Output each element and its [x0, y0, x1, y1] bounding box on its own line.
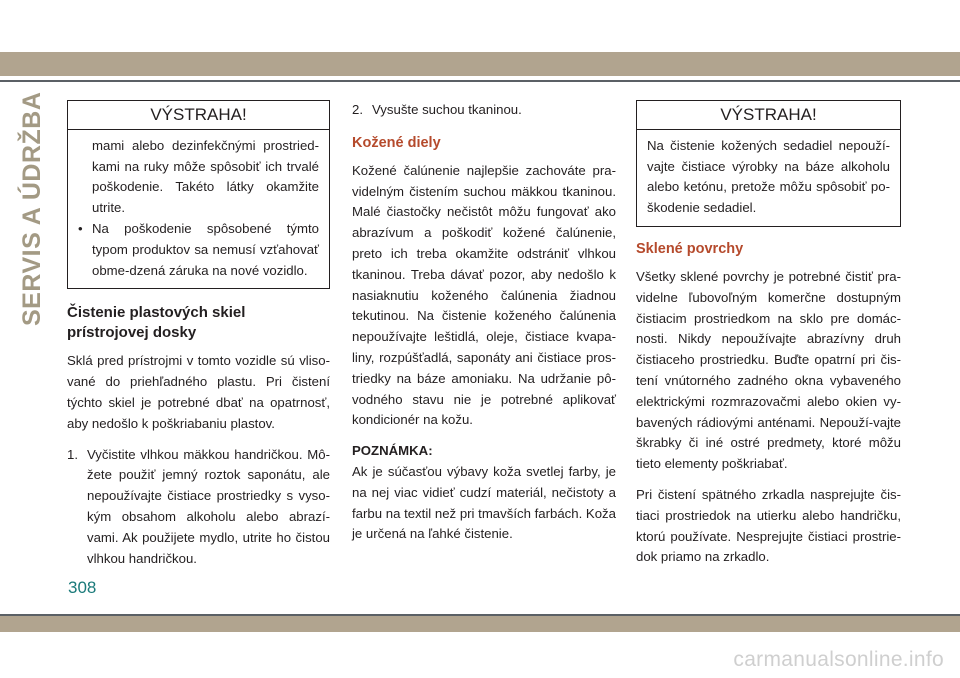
step-1 [67, 445, 330, 570]
warning-box-leather [636, 100, 901, 227]
warning-continued-text: mami alebo dezinfekčnými prostried-kami na ruky môže spôsobiť ich trvalé poškodenie. Takéto látky okamžite utrite. [92, 137, 319, 216]
page-number: 308 [68, 578, 97, 597]
section-heading-plastic-glass: Čistenie plastových skiel prístrojovej dosky [67, 304, 246, 342]
step-1-number: 1. [67, 446, 78, 462]
warning-bullet-text: Na poškodenie spôsobené týmto typom produktov sa nemusí vzťahovať obme-dzená záruka na nové vozidlo. [92, 220, 319, 278]
plastic-glass-paragraph: Sklá pred prístrojmi v tomto vozidle sú vliso-vané do priehľadného plastu. Pri čistení týchto skiel je potrebné dbať na opatrnosť, aby nedošlo k poškriabaniu plastov. [67, 353, 330, 431]
column-middle [352, 100, 616, 555]
warning-bullet [78, 219, 319, 281]
warning-body [637, 130, 900, 226]
warning-body [68, 130, 329, 289]
note-title: POZNÁMKA: [352, 443, 433, 459]
step-2-text: Vysušte suchou tkaninou. [372, 102, 522, 117]
top-rule [0, 80, 960, 82]
glass-paragraph-1: Všetky sklené povrchy je potrebné čistiť pra-videlne ľubovoľným komerčne dostupným čistiacim prostriedkom na sklo pre domác-nosti. Nikdy nepoužívajte abrazívny druh čistiaceho prostriedku. Buďte opatrní pri čis-tení vnútorného zadného okna vybaveného elektrickými rozmrazovačmi alebo okien vy-bavených rádiovými anténami. Nepouží-vajte škrabky či iné ostré predmety, ktoré môžu tieto elementy poškriabať. [636, 268, 901, 472]
leather-paragraph: Kožené čalúnenie najlepšie zachováte pra-videlným čistením suchou mäkkou tkaninou. Malé čiastočky nečistôt môžu fungovať ako abrazívum a poškodiť kožené čalúnenie, preto ich treba okamžite odstrániť vlhkou tkaninou. Treba dávať pozor, aby nedošlo k nasiaknutiu koženého čalúnenia žiadnou tekutinou. Na čistenie koženého čalúnenia nepoužívajte leštidlá, oleje, čistiace kvapa-liny, rozpúšťadlá, saponáty ani čistiace pros-triedky na báze amoniaku. Na udržanie pô-vodného stavu nie je potrebné aplikovať kondicionér na kožu. [352, 162, 616, 428]
watermark: carmanualsonline.info [733, 648, 944, 671]
step-2-number: 2. [352, 102, 363, 117]
step-1-text: Vyčistite vlhkou mäkkou handričkou. Mô-žete použiť jemný roztok saponátu, ale nepoužívajte čistiace prostriedky s vyso-kým obsahom alkoholu alebo abrazí-vami. Ak použijete mydlo, utrite ho čistou vlhkou handričkou. [87, 446, 330, 566]
section-heading-glass-surfaces: Sklené povrchy [636, 240, 744, 257]
warning-title: VÝSTRAHA! [68, 101, 329, 130]
bottom-rule [0, 614, 960, 616]
top-band [0, 0, 960, 80]
bottom-band [0, 614, 960, 632]
step-2 [352, 100, 616, 121]
bullet-dot: • [78, 220, 83, 236]
top-color-bar [0, 52, 960, 76]
column-right [636, 100, 901, 578]
warning-text: Na čistenie kožených sedadiel nepouží-vajte čistiace výrobky na báze alkoholu alebo ketónu, pretože môžu spôsobiť po-škodenie sedadiel. [647, 137, 890, 216]
section-heading-leather: Kožené diely [352, 134, 441, 151]
warning-title: VÝSTRAHA! [637, 101, 900, 130]
warning-box [67, 100, 330, 289]
note-text: Ak je súčasťou výbavy koža svetlej farby, je na nej viac vidieť cudzí materiál, nečistoty a farbu na textil než pri tmavších farbách. Koža je určená na ľahké čistenie. [352, 463, 616, 542]
section-side-tab: SERVIS A ÚDRŽBA [18, 91, 46, 326]
column-left [67, 100, 330, 569]
glass-paragraph-2: Pri čistení spätného zrkadla nasprejujte čis-tiaci prostriedok na utierku alebo handričku, ktorú používate. Nesprejujte čistiaci prostrie-dok priamo na zrkadlo. [636, 486, 901, 565]
